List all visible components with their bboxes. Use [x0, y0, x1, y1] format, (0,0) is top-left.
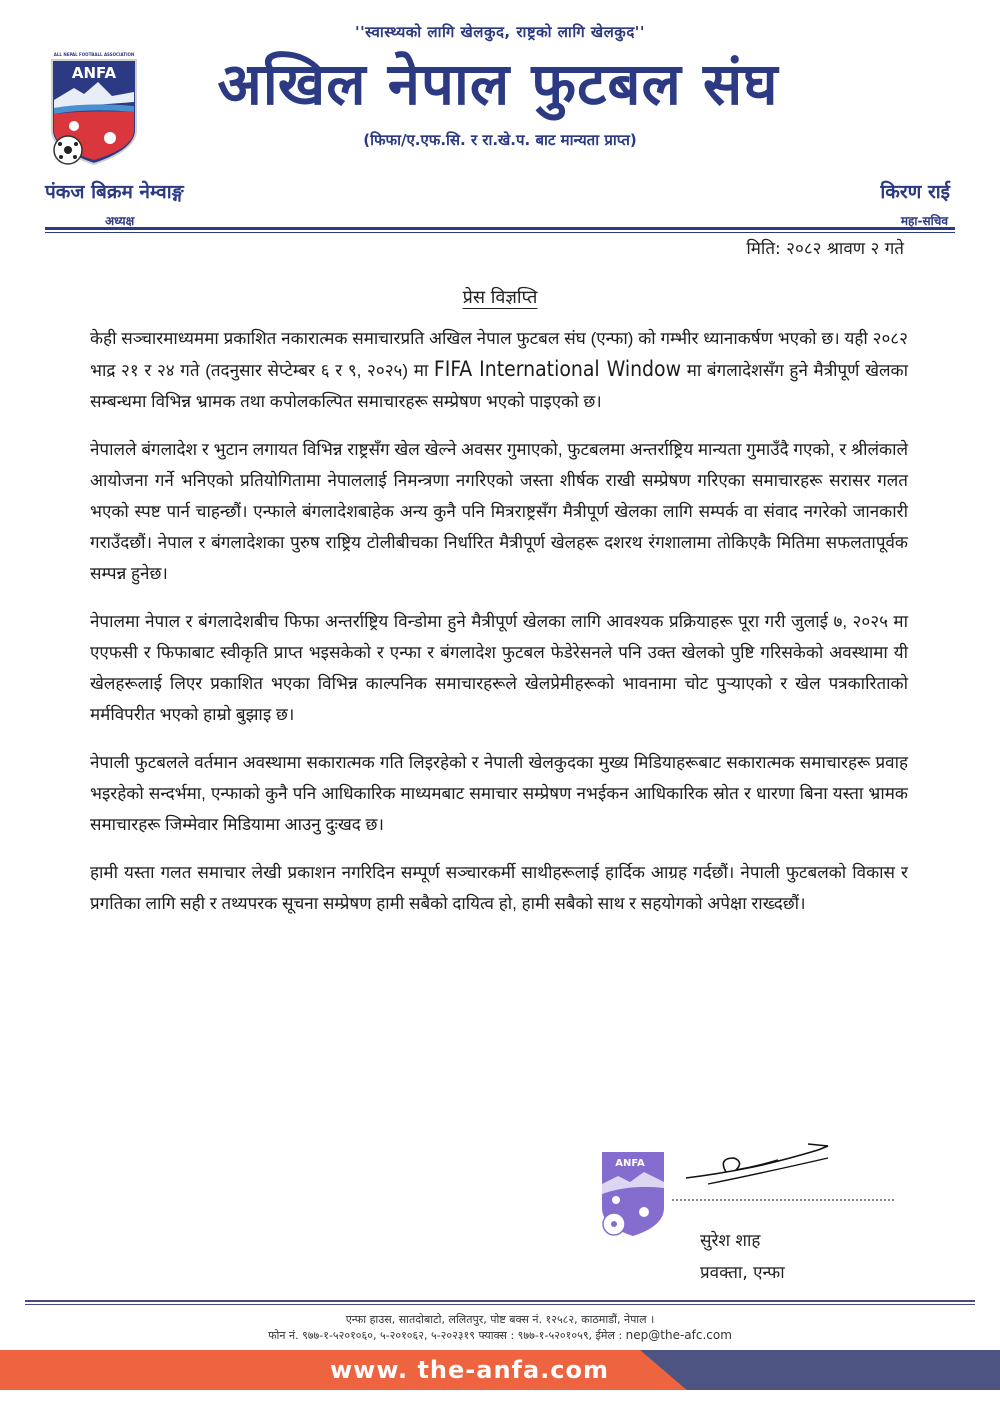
stamp-text: ANFA [615, 1158, 645, 1169]
logo-caption: ALL NEPAL FOOTBALL ASSOCIATION [53, 52, 135, 57]
footer-contact [0, 1328, 1000, 1343]
anfa-stamp-icon [600, 1150, 666, 1238]
document-title: प्रेस विज्ञप्ति [462, 287, 538, 308]
logo-text: ANFA [71, 64, 117, 82]
president-title: अध्यक्ष [105, 214, 135, 228]
anfa-logo-icon [48, 50, 140, 168]
paragraph-1 [90, 323, 908, 417]
footer [0, 1290, 1000, 1414]
paragraph-5: हामी यस्ता गलत समाचार लेखी प्रकाशन नगरिदिन सम्पूर्ण सञ्चारकर्मी साथीहरूलाई हार्दिक आग्रह गर्दछौं। नेपाली फुटबलको विकास र प्रगतिका लागि सही र तथ्यपरक सूचना सम्प्रेषण हामी सबैको दायित्व हो, हामी सबैको साथ र सहयोगको अपेक्षा राख्दछौं। [90, 863, 908, 913]
slogan: ''स्वास्थ्यको लागि खेलकुद, राष्ट्रको लागि खेलकुद'' [355, 23, 645, 41]
handwritten-signature-icon [678, 1140, 838, 1190]
paragraph-3: नेपालमा नेपाल र बंगलादेशबीच फिफा अन्तर्राष्ट्रिय विन्डोमा हुने मैत्रीपूर्ण खेलका लागि आवश्यक प्रक्रियाहरू पूरा गरी जुलाई ७, २०२५ मा एएफसी र फिफाबाट स्वीकृति प्राप्त भइसकेको र एन्फा र बंगलादेश फुटबल फेडेरेसनले पनि उक्त खेलको पुष्टि गरिसकेको अवस्थामा यी खेलहरूलाई लिएर प्रकाशित भएका विभिन्न काल्पनिक समाचारहरूले खेलप्रेमीहरूको भावनामा चोट पुर्‍याएको र खेल पत्रकारिताको मर्मविपरीत भएको हाम्रो बुझाइ छ। [90, 612, 908, 724]
website-banner [0, 1350, 1000, 1390]
paragraph-4: नेपाली फुटबलले वर्तमान अवस्थामा सकारात्मक गति लिइरहेको र नेपाली खेलकुदका मुख्य मिडियाहरूबाट सकारात्मक समाचारहरू प्रवाह भइरहेको सन्दर्भमा, एन्फाको कुनै पनि आधिकारिक माध्यमबाट समाचार सम्प्रेषण नभईकन आधिकारिक स्रोत र धारणा बिना यस्ता भ्रामक समाचारहरू जिम्मेवार मिडियामा आउनु दुःखद छ। [90, 753, 908, 834]
paragraph-1-start: केही सञ्चारमाध्यममा प्रकाशित नकारात्मक समाचारप्रति अखिल नेपाल फुटबल संघ (एन्फा) को गम्भीर ध्यानाकर्षण भएको छ। यही २०८२ भाद्र २१ र २४ गते (तदनुसार सेप्टेम्बर ६ र ९, २०२५) मा [90, 329, 908, 380]
fifa-window-term: FIFA International Window [433, 357, 682, 381]
paragraph-2: नेपालले बंगलादेश र भुटान लगायत विभिन्न राष्ट्रसँग खेल खेल्ने अवसर गुमाएको, फुटबलमा अन्तर्राष्ट्रिय मान्यता गुमाउँदै गएको, र श्रीलंकाले आयोजना गर्ने भनिएको प्रतियोगितामा नेपाललाई निमन्त्रणा नगरिएको जस्ता शीर्षक राखी सम्प्रेषण गरिएका समाचारहरू सरासर गलत भएको स्पष्ट पार्न चाहन्छौं। एन्फाले बंगलादेशबाहेक अन्य कुनै पनि मित्रराष्ट्रसँग मैत्रीपूर्ण खेलका लागि सम्पर्क वा संवाद नगरेको जानकारी गराउँदछौं। नेपाल र बंगलादेशका पुरुष राष्ट्रिय टोलीबीचका निर्धारित मैत्रीपूर्ण खेलहरू दशरथ रंगशालामा तोकिएकै मितिमा सफलतापूर्वक सम्पन्न हुनेछ। [90, 440, 908, 583]
press-release-body [90, 323, 908, 936]
footer-email[interactable]: nep@the-afc.com [625, 1328, 732, 1342]
website-link[interactable]: www. the-anfa.com [330, 1356, 610, 1384]
paragraph-1-end: मा बंगलादेशसँग हुने मैत्रीपूर्ण खेलका सम्बन्धमा विभिन्न भ्रामक तथा कपोलकल्पित समाचारहरू सम्प्रेषण भएको पाइएको छ। [90, 361, 908, 411]
signer-name: सुरेश शाह [700, 1231, 761, 1251]
signature-block [600, 1140, 900, 1290]
header-divider [45, 227, 955, 233]
recognition-note: (फिफा/ए.एफ.सि. र रा.खे.प. बाट मान्यता प्राप्त) [363, 131, 637, 149]
signature-line [672, 1199, 894, 1201]
footer-phone-fax: फोन नं. ९७७-१-५२०१०६०, ५-२०१०६२, ५-२०२३१९ फ्याक्स : ९७७-१-५२०१०५९, ईमेल : [268, 1329, 626, 1342]
president-block [45, 178, 184, 229]
president-name: पंकज बिक्रम नेम्वाङ्ग [45, 181, 184, 203]
banner-navy-band [640, 1350, 1000, 1390]
document-title-row [0, 285, 1000, 309]
footer-address: एन्फा हाउस, सातदोबाटो, ललितपुर, पोष्ट बक्स नं. १२५८२, काठमाडौं, नेपाल । [345, 1313, 655, 1326]
secretary-name: किरण राई [880, 181, 950, 203]
footer-divider [25, 1300, 975, 1305]
document-date: मिति: २०८२ श्रावण २ गते [746, 239, 904, 259]
organization-name: अखिल नेपाल फुटबल संघ [217, 50, 779, 118]
secretary-title: महा-सचिव [900, 214, 948, 228]
secretary-block [880, 178, 950, 229]
signer-title: प्रवक्ता, एन्फा [700, 1263, 785, 1283]
letterhead [0, 0, 1000, 240]
